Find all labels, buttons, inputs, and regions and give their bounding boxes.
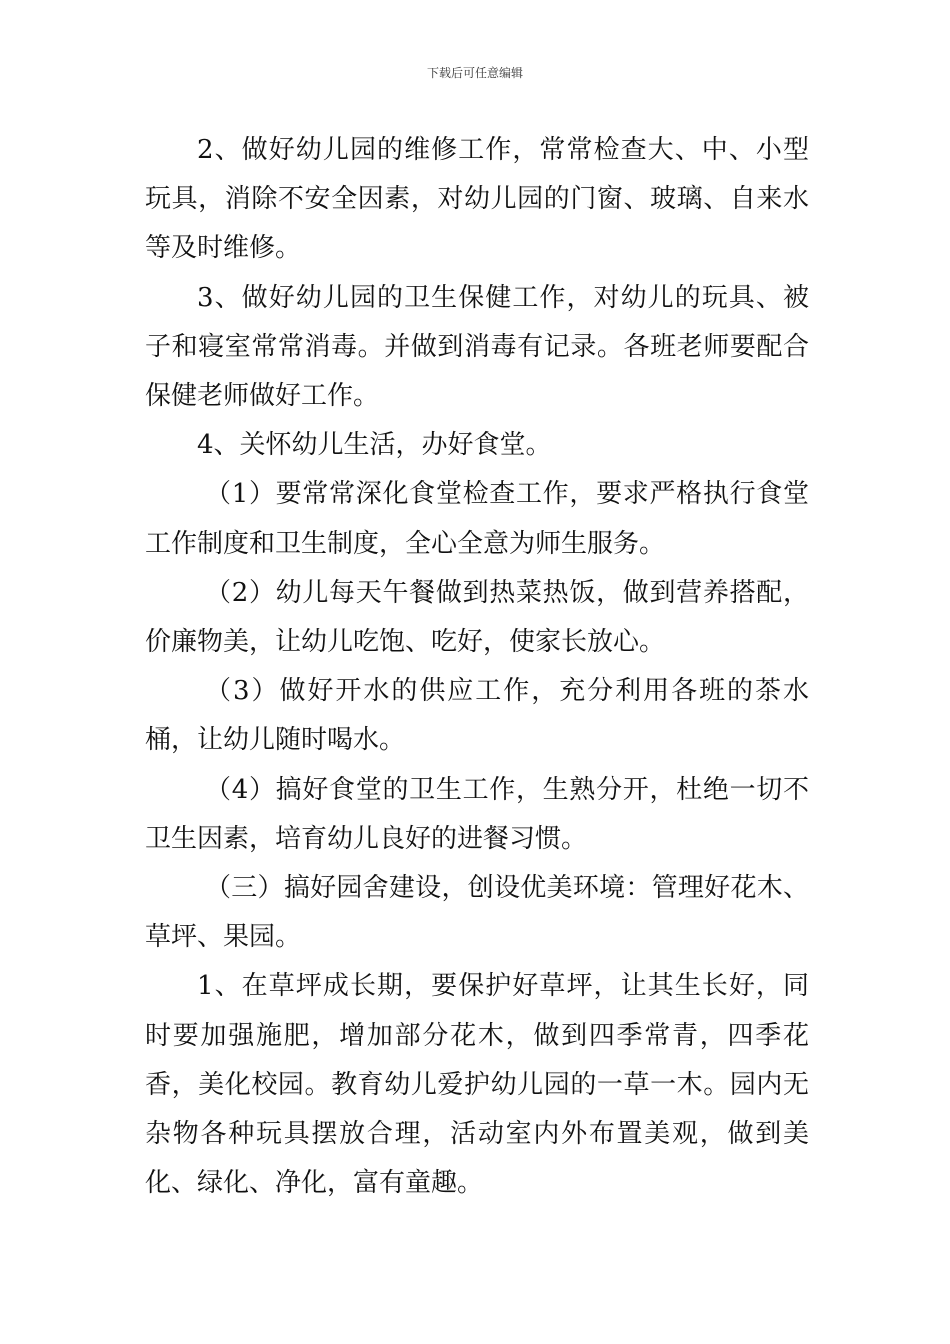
- paragraph-canteen-item-2: （2）幼儿每天午餐做到热菜热饭，做到营养搭配，价廉物美，让幼儿吃饱、吃好，使家长放心。: [145, 577, 809, 658]
- paragraph-canteen-item-1: （1）要常常深化食堂检查工作，要求严格执行食堂工作制度和卫生制度，全心全意为师生服务。: [145, 479, 809, 559]
- paragraph-canteen-item-3: （3）做好开水的供应工作，充分利用各班的茶水桶，让幼儿随时喝水。: [145, 676, 809, 756]
- paragraph-hygiene: 3、做好幼儿园的卫生保健工作，对幼儿的玩具、被子和寝室常常消毒。并做到消毒有记录。各班老师要配合保健老师做好工作。: [145, 282, 809, 412]
- paragraph-canteen-item-4: （4）搞好食堂的卫生工作，生熟分开，杜绝一切不卫生因素，培育幼儿良好的进餐习惯。: [145, 774, 809, 854]
- paragraph-canteen: 4、关怀幼儿生活，办好食堂。: [197, 430, 552, 461]
- page-header-note: 下载后可任意编辑: [426, 66, 523, 80]
- section-heading-environment: （三）搞好园舍建设，创设优美环境：管理好花木、草坪、果园。: [145, 873, 809, 953]
- document-body: [145, 126, 809, 1208]
- paragraph-lawn: 1、在草坪成长期，要保护好草坪，让其生长好，同时要加强施肥，增加部分花木，做到四季常青，四季花香，美化校园。教育幼儿爱护幼儿园的一草一木。园内无杂物各种玩具摆放合理，活动室内外布置美观，做到美化、绿化、净化，富有童趣。: [145, 971, 809, 1199]
- paragraph-maintenance: 2、做好幼儿园的维修工作，常常检查大、中、小型玩具，消除不安全因素，对幼儿园的门窗、玻璃、自来水等及时维修。: [145, 135, 809, 264]
